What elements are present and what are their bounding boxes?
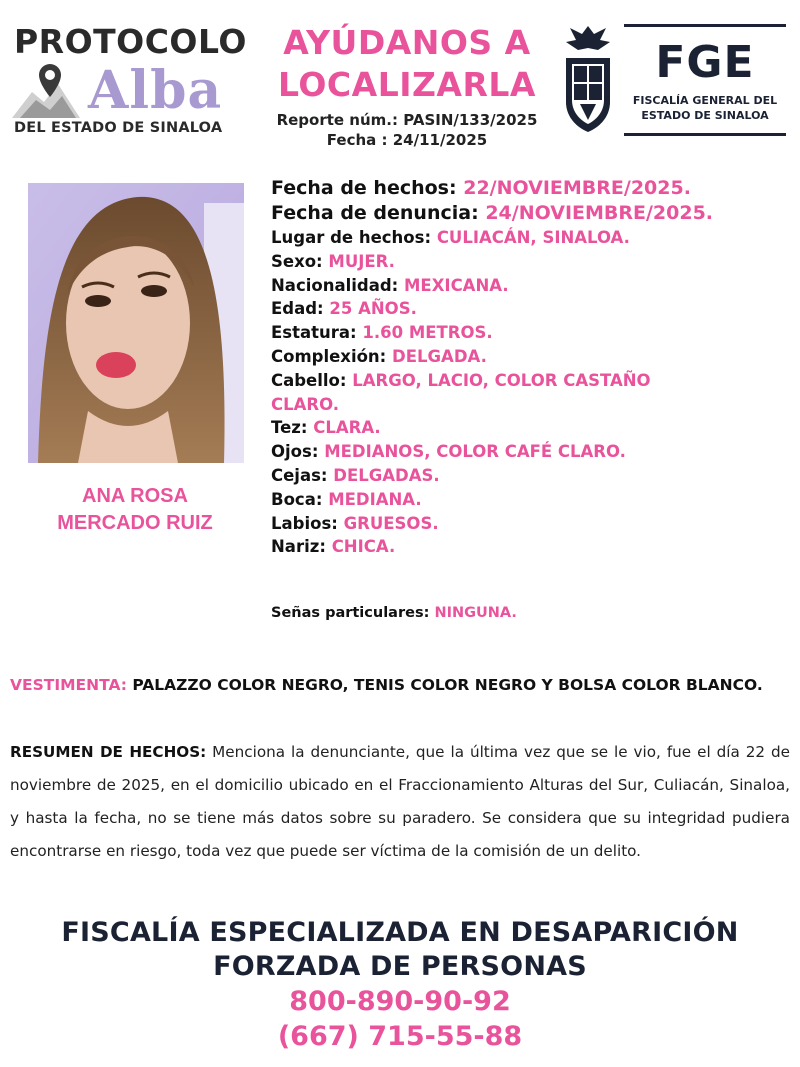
field-value: CLARA. <box>313 418 381 438</box>
field-label: Cejas: <box>271 465 328 485</box>
field-value: 24/NOVIEMBRE/2025. <box>485 202 714 224</box>
resumen-label: RESUMEN DE HECHOS: <box>10 743 207 761</box>
sinaloa-seal-icon <box>558 22 618 134</box>
field-value: MUJER. <box>328 251 395 271</box>
missing-person-photo <box>28 183 244 463</box>
field-fecha-denuncia <box>271 201 791 226</box>
field-value: CHICA. <box>331 537 396 557</box>
field-label: Cabello: <box>271 370 347 390</box>
field-cabello <box>271 369 701 417</box>
fge-abbr: FGE <box>655 37 755 88</box>
logo-alba-text: Alba <box>88 60 223 121</box>
resumen-text: Menciona la denunciante, que la última vez que se le vio, fue el día 22 de noviembre de 2025, en el domicilio ubicado en el Fraccionamiento Alturas del Sur, Culiacán, Sinaloa, y hasta la fecha, no se tiene más datos sobre su paradero. Se considera que su integridad pudiera encontrarse en riesgo, toda vez que puede ser víctima de la comisión de un delito. <box>10 743 790 860</box>
field-label: Señas particulares: <box>271 605 430 621</box>
field-label: Boca: <box>271 489 323 509</box>
person-name <box>10 483 260 537</box>
field-tez <box>271 416 791 440</box>
field-label: Sexo: <box>271 251 323 271</box>
headline-line-1: AYÚDANOS A <box>283 23 531 62</box>
phone-1: 800-890-90-92 <box>289 986 511 1017</box>
field-value: DELGADAS. <box>333 465 440 485</box>
field-label: Lugar de hechos: <box>271 228 432 247</box>
fge-name-line-2: ESTADO DE SINALOA <box>641 109 769 122</box>
field-value: MEXICANA. <box>404 275 509 295</box>
vestimenta-label: VESTIMENTA: <box>10 676 127 694</box>
mountain-pin-icon <box>10 62 90 122</box>
footer-agency-line-1: FISCALÍA ESPECIALIZADA EN DESAPARICIÓN <box>61 917 739 948</box>
field-senas <box>271 605 517 621</box>
footer-agency-line-2: FORZADA DE PERSONAS <box>213 951 587 982</box>
field-value: 25 AÑOS. <box>329 299 417 319</box>
fge-name <box>624 93 786 123</box>
field-label: Labios: <box>271 513 338 533</box>
field-label: Nariz: <box>271 537 326 557</box>
logo-state-text: DEL ESTADO DE SINALOA <box>14 120 223 136</box>
field-boca <box>271 488 791 512</box>
field-label: Complexión: <box>271 346 387 366</box>
field-label: Nacionalidad: <box>271 275 399 295</box>
field-cejas <box>271 464 791 488</box>
field-estatura <box>271 321 791 345</box>
report-info <box>262 110 552 150</box>
field-nariz <box>271 535 791 559</box>
field-lugar <box>271 226 791 250</box>
field-value: 1.60 METROS. <box>362 323 493 343</box>
fge-name-line-1: FISCALÍA GENERAL DEL <box>632 94 778 107</box>
headline <box>262 22 552 106</box>
field-value: CULIACÁN, SINALOA. <box>436 228 630 247</box>
phone-2: (667) 715-55-88 <box>277 1021 523 1052</box>
field-complexion <box>271 345 791 369</box>
field-labios <box>271 512 791 536</box>
field-value: LARGO, LACIO, COLOR CASTAÑO CLARO. <box>271 370 651 414</box>
person-details <box>271 176 791 559</box>
person-name-line-1: ANA ROSA <box>82 485 188 507</box>
field-fecha-hechos <box>271 176 791 201</box>
field-label: Tez: <box>271 418 308 438</box>
field-nacionalidad <box>271 274 791 298</box>
field-value: NINGUNA. <box>434 605 517 621</box>
protocolo-alba-logo <box>10 20 250 145</box>
field-label: Estatura: <box>271 323 357 343</box>
field-value: GRUESOS. <box>343 513 439 533</box>
fge-logo <box>624 24 786 136</box>
resumen-hechos <box>10 736 790 868</box>
person-name-line-2: MERCADO RUIZ <box>57 512 213 534</box>
footer-contact <box>0 916 800 1054</box>
field-value: MEDIANOS, COLOR CAFÉ CLARO. <box>324 442 626 462</box>
field-ojos <box>271 440 791 464</box>
field-value: DELGADA. <box>392 346 487 366</box>
field-value: MEDIANA. <box>328 489 422 509</box>
vestimenta <box>10 674 790 696</box>
field-value: 22/NOVIEMBRE/2025. <box>463 177 691 199</box>
field-label: Ojos: <box>271 442 319 462</box>
headline-line-2: LOCALIZARLA <box>278 65 536 104</box>
field-edad <box>271 297 791 321</box>
logo-protocolo-text: PROTOCOLO <box>14 22 247 61</box>
vestimenta-value: PALAZZO COLOR NEGRO, TENIS COLOR NEGRO Y BOLSA COLOR BLANCO. <box>132 676 763 694</box>
field-label: Fecha de denuncia: <box>271 202 479 224</box>
field-label: Fecha de hechos: <box>271 177 457 199</box>
field-sexo <box>271 250 791 274</box>
report-number: Reporte núm.: PASIN/133/2025 <box>276 111 538 129</box>
field-label: Edad: <box>271 299 324 319</box>
report-date: Fecha : 24/11/2025 <box>326 131 488 149</box>
